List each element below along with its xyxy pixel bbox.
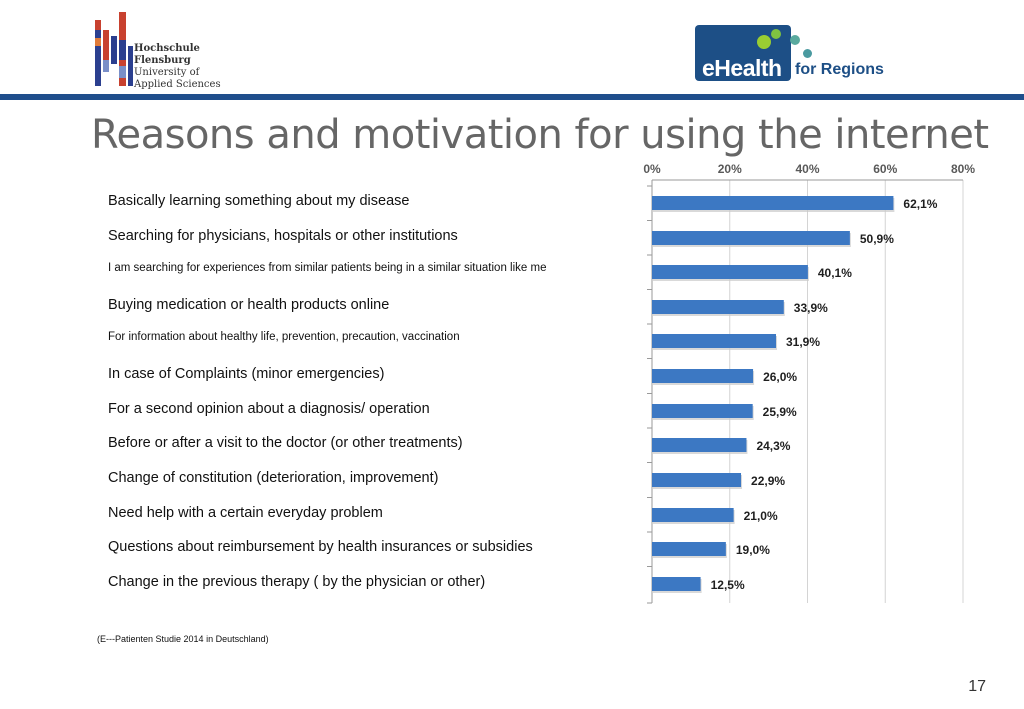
x-tick-label: 40% (795, 162, 820, 176)
bar (652, 508, 734, 522)
category-label: Change of constitution (deterioration, improvement) (108, 470, 439, 486)
x-tick-label: 20% (717, 162, 742, 176)
category-label: Searching for physicians, hospitals or other institutions (108, 228, 458, 244)
category-label: In case of Complaints (minor emergencies) (108, 366, 385, 382)
bar (652, 473, 741, 487)
bar-value-label: 50,9% (859, 232, 894, 246)
category-label: I am searching for experiences from similar patients being in a similar situation like me (108, 262, 547, 274)
university-line-3: University of (134, 67, 200, 78)
bar (652, 300, 784, 314)
bar-value-label: 24,3% (756, 439, 791, 453)
category-label: Questions about reimbursement by health insurances or subsidies (108, 539, 533, 555)
bar (652, 369, 753, 383)
x-tick-label: 80% (950, 162, 976, 176)
bar-value-label: 25,9% (762, 405, 797, 419)
bar-value-label: 40,1% (817, 266, 852, 280)
page-title: Reasons and motivation for using the internet (91, 112, 989, 158)
bar (652, 404, 753, 418)
category-label: Basically learning something about my disease (108, 193, 410, 209)
ehealth-logo-word: eHealth (702, 55, 782, 81)
bar-value-label: 21,0% (743, 509, 778, 523)
bar (652, 438, 746, 452)
category-label: Before or after a visit to the doctor (or other treatments) (108, 435, 463, 451)
bar (652, 334, 776, 348)
university-line-4: Applied Sciences (134, 79, 221, 90)
bar-value-label: 19,0% (735, 543, 770, 557)
source-note: (E---Patienten Studie 2014 in Deutschland) (97, 634, 269, 644)
category-label: For a second opinion about a diagnosis/ operation (108, 401, 430, 417)
bar-value-label: 62,1% (903, 197, 938, 211)
category-label: Buying medication or health products online (108, 297, 390, 313)
category-label: Change in the previous therapy ( by the physician or other) (108, 574, 486, 590)
bar-value-label: 31,9% (786, 335, 821, 349)
bar (652, 577, 701, 591)
x-tick-label: 60% (873, 162, 898, 176)
x-tick-label: 0% (643, 162, 661, 176)
university-line-1: Hochschule (134, 43, 200, 54)
bar (652, 542, 726, 556)
bar (652, 265, 808, 279)
bar-value-label: 22,9% (751, 474, 786, 488)
bar-value-label: 26,0% (763, 370, 798, 384)
bar-value-label: 33,9% (793, 301, 828, 315)
bar (652, 196, 893, 210)
university-line-2: Flensburg (134, 55, 191, 66)
ehealth-logo-subtitle: for Regions (795, 61, 884, 78)
bar (652, 231, 850, 245)
page-number: 17 (968, 678, 986, 695)
bar-value-label: 12,5% (710, 578, 745, 592)
category-label: For information about healthy life, prevention, precaution, vaccination (108, 331, 460, 343)
category-label: Need help with a certain everyday problem (108, 505, 383, 521)
